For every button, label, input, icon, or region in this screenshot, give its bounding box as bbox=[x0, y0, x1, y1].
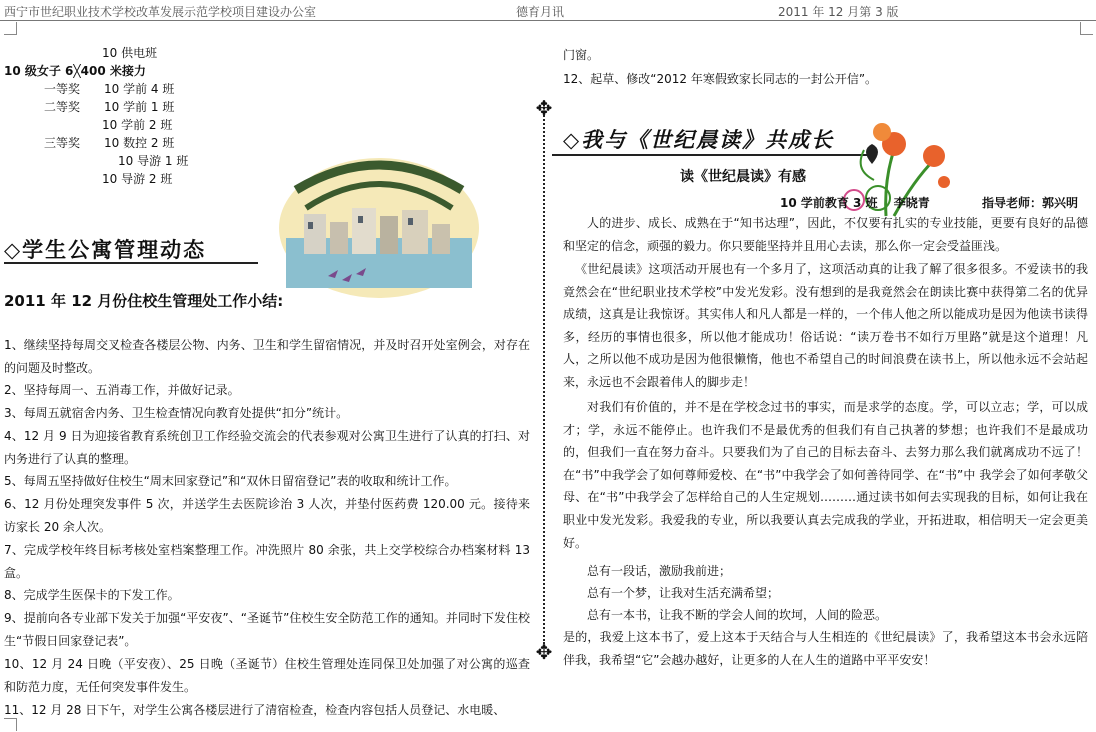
divider-ornament-bottom: ✥ bbox=[535, 640, 553, 664]
work-summary-heading: 2011 年 12 月份住校生管理处工作小结: bbox=[4, 292, 284, 310]
summary-item: 4、12 月 9 日为迎接省教育系统创卫工作经验交流会的代表参观对公寓卫生进行了认真的打扫、对内务进行了认真的整理。 bbox=[4, 429, 530, 466]
header-publication: 德育月讯 bbox=[516, 5, 565, 19]
poem-line: 总有一个梦，让我对生活充满希望； bbox=[587, 586, 780, 600]
section-title-dorm: ◇学生公寓管理动态 bbox=[4, 237, 207, 262]
continued-text: 门窗。 bbox=[563, 48, 600, 62]
summary-item: 8、完成学生医保卡的下发工作。 bbox=[4, 588, 180, 602]
byline-author: 10 学前教育 3 班 李晓青 bbox=[780, 196, 930, 210]
summary-item: 7、完成学校年终目标考核处室档案整理工作。冲洗照片 80 余张，共上交学校综合办档案材料 13 盒。 bbox=[4, 543, 530, 580]
poem-line: 总有一本书，让我不断的学会人间的坎坷，人间的险恶。 bbox=[587, 608, 888, 622]
town-illustration bbox=[276, 150, 482, 300]
summary-item: 9、提前向各专业部下发关于加强“平安夜”、“圣诞节”住校生安全防范工作的通知。并同时下发住校生“节假日回家登记表”。 bbox=[4, 611, 530, 648]
article-closing: 是的，我爱上这本书了，爱上这本于天结合与人生相连的《世纪晨读》了，我希望这本书会永远陪伴我，我希望“它”会越办越好，让更多的人在人生的道路中平平安安！ bbox=[563, 630, 1088, 667]
summary-item: 1、继续坚持每周交叉检查各楼层公物、内务、卫生和学生留宿情况，并及时召开处室例会，对存在的问题及时整改。 bbox=[4, 338, 530, 375]
article-paragraph: 《世纪晨读》这项活动开展也有一个多月了，这项活动真的让我了解了很多很多。不爱读书的我竟然会在“世纪职业技术学校”中发光发彩。没有想到的是我竟然会在朗读比赛中获得第二名的优异成绩，这真是让我惊讶。其实伟人和凡人都是一样的，一个伟人他之所以能成功是因为他读书读得多，经历的事情也很多，所以他才能成功！俗话说：“读万卷书不如行万里路”就是这个道理！凡人，之所以他不成功是因为他很懒惰，他也不希望自己的时间浪费在读书上，所以他永远不会站起来，永远也不会跟着伟人的脚步走！ bbox=[563, 262, 1088, 389]
crop-mark-top-left bbox=[4, 22, 17, 35]
award-line: 二等奖 10 学前 1 班 bbox=[44, 100, 175, 114]
award-line: 10 学前 2 班 bbox=[102, 118, 173, 132]
award-line: 三等奖 10 数控 2 班 bbox=[44, 136, 175, 150]
summary-item: 11、12 月 28 日下午，对学生公寓各楼层进行了清宿检查，检查内容包括人员登记、水电暖、 bbox=[4, 703, 506, 717]
article-paragraph: 人的进步、成长、成熟在于“知书达理”，因此，不仅要有扎实的专业技能，更要有良好的品德和坚定的信念，顽强的毅力。你只要能坚持并且用心去读，那么你一定会受益匪浅。 bbox=[563, 216, 1088, 253]
award-line: 10 供电班 bbox=[102, 46, 158, 60]
column-divider bbox=[543, 104, 545, 644]
header-org: 西宁市世纪职业技术学校改革发展示范学校项目建设办公室 bbox=[4, 5, 317, 19]
award-line: 一等奖 10 学前 4 班 bbox=[44, 82, 175, 96]
award-event: 10 级女子 6╳400 米接力 bbox=[4, 64, 146, 78]
summary-item: 10、12 月 24 日晚（平安夜）、25 日晚（圣诞节）住校生管理处连同保卫处加强了对公寓的巡查和防范力度，无任何突发事件发生。 bbox=[4, 657, 530, 694]
summary-item: 2、坚持每周一、五消毒工作，并做好记录。 bbox=[4, 383, 240, 397]
award-line: 10 导游 2 班 bbox=[102, 172, 173, 186]
crop-mark-top-right bbox=[1080, 22, 1093, 35]
summary-item: 3、每周五就宿舍内务、卫生检查情况向教育处提供“扣分”统计。 bbox=[4, 406, 349, 420]
summary-item: 6、12 月份处理突发事件 5 次，并送学生去医院诊治 3 人次，并垫付医药费 120.00 元。接待来访家长 20 余人次。 bbox=[4, 497, 530, 534]
header-issue: 2011 年 12 月第 3 版 bbox=[778, 5, 899, 19]
title-underline bbox=[552, 154, 872, 156]
title-underline bbox=[4, 262, 258, 264]
article-title: 读《世纪晨读》有感 bbox=[680, 169, 806, 185]
section-title-reading: ◇我与《世纪晨读》共成长 bbox=[563, 127, 835, 152]
poem-line: 总有一段话，激励我前进； bbox=[587, 564, 732, 578]
byline-teacher: 指导老师：郭兴明 bbox=[982, 196, 1079, 210]
award-line: 10 导游 1 班 bbox=[118, 154, 189, 168]
page-header bbox=[0, 0, 1096, 21]
continued-text: 12、起草、修改“2012 年寒假致家长同志的一封公开信”。 bbox=[563, 72, 878, 86]
divider-ornament-top: ✥ bbox=[535, 96, 553, 120]
article-paragraph: 对我们有价值的，并不是在学校念过书的事实，而是求学的态度。学，可以立志；学，可以成才；学，永远不能停止。也许我们不是最优秀的但我们有自己执著的梦想；也许我们不是最成功的，但我们一直在努力奋斗。只要我们为了自己的目标去奋斗、去努力那么我们就离成功不远了！在“书”中我学会了如何尊师爱校、在“书”中我学会了如何善待同学、在“书”中 我学会了如何孝敬父母、在“书”中我学会了怎样给自己的人生定规划………通过读书如何去实现我的目标，如何让我在职业中发光发彩。我爱我的专业，所以我要认真去完成我的学业，开拓进取，相信明天一定会更美好。 bbox=[563, 400, 1088, 550]
summary-item: 5、每周五坚持做好住校生“周末回家登记”和“双休日留宿登记”表的收取和统计工作。 bbox=[4, 474, 457, 488]
